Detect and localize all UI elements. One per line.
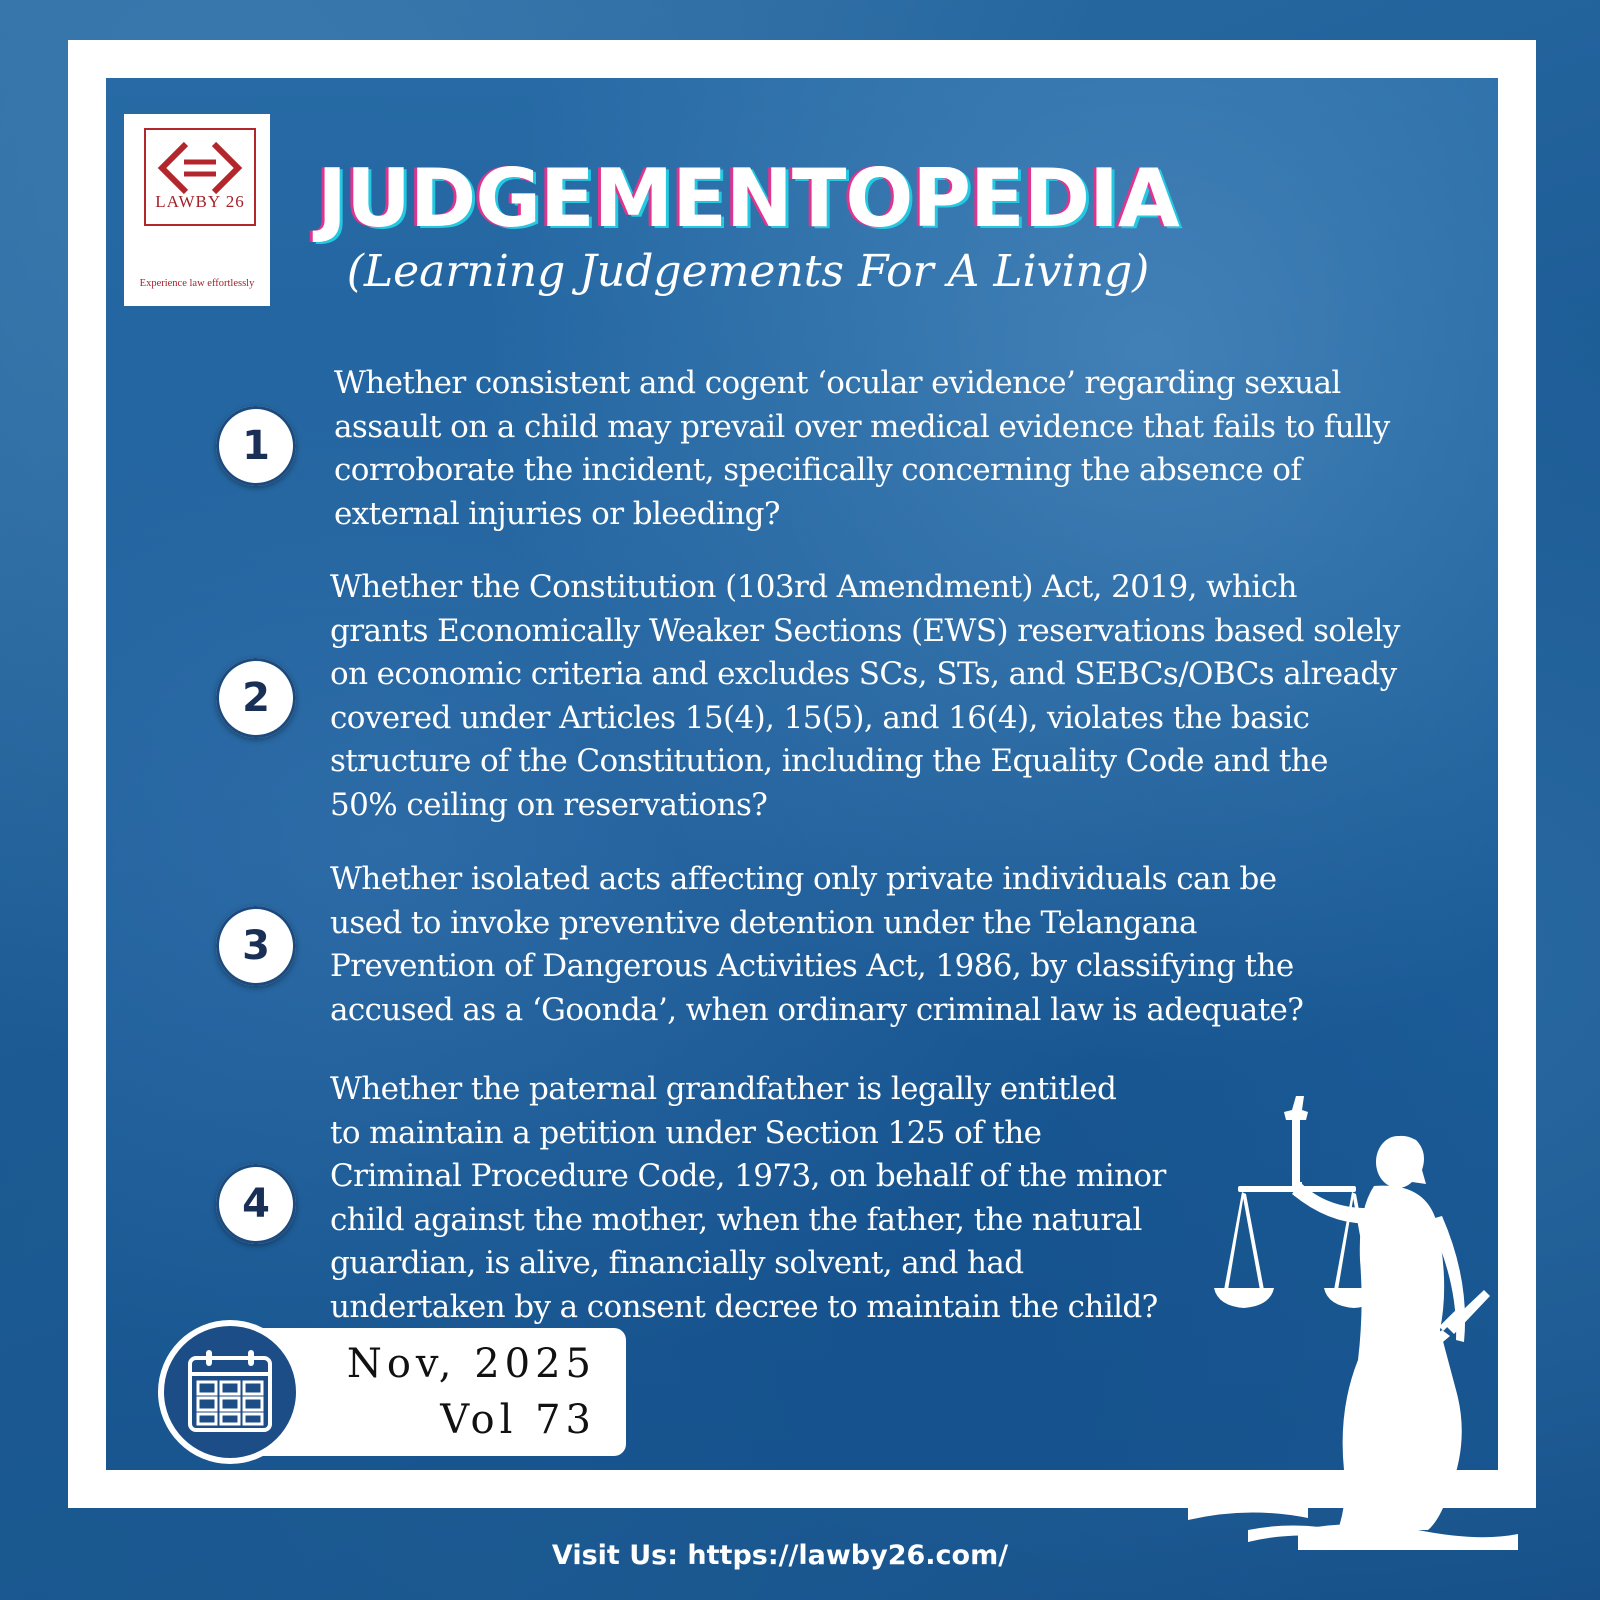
number-badge: 2	[216, 658, 296, 738]
question-text: Whether the Constitution (103rd Amendment) Act, 2019, which grants Economically Weaker Sections (EWS) reservations based solely on economic criteria and excludes SCs, STs, and SEBCs/OBCs already covered under Articles 15(4), 15(5), and 16(4), violates the basic structure of the Constitution, including the Equality Code and the 50% ceiling on reservations?	[330, 569, 1400, 823]
calendar-icon	[184, 1346, 276, 1438]
lawby-logo-icon	[144, 128, 256, 226]
number-badge: 4	[216, 1164, 296, 1244]
question-text: Whether the paternal grandfather is legally entitled to maintain a petition under Section 125 of the Criminal Procedure Code, 1973, on behalf of the minor child against the mother, when the father, the natural guardian, is alive, financially solvent, and had undertaken by a consent decree to maintain the child?	[330, 1071, 1166, 1325]
page-title: JUDGEMENTOPEDIA	[317, 152, 1179, 245]
question-text: Whether isolated acts affecting only private individuals can be used to invoke preventive detention under the Telangana Prevention of Dangerous Activities Act, 1986, by classifying the accused as a ‘Goonda’, when ordinary criminal law is adequate?	[330, 861, 1304, 1028]
number-badge: 1	[216, 406, 296, 486]
number-badge: 3	[216, 906, 296, 986]
website-link[interactable]: Visit Us: https://lawby26.com/	[551, 1540, 1009, 1571]
logo-name: LAWBY 26	[155, 192, 245, 211]
issue-volume: Vol 73	[440, 1397, 596, 1443]
issue-date: Nov, 2025	[346, 1341, 596, 1387]
lady-justice-icon	[1188, 1090, 1518, 1550]
brand-logo[interactable]	[124, 114, 270, 306]
issue-text	[347, 1336, 596, 1448]
issue-badge	[164, 1326, 628, 1458]
logo-tagline: Experience law effortlessly	[139, 278, 255, 289]
question-text: Whether consistent and cogent ‘ocular evidence’ regarding sexual assault on a child may prevail over medical evidence that fails to fully corroborate the incident, specifically concerning the absence of external injuries or bleeding?	[334, 365, 1390, 532]
calendar-badge	[164, 1326, 296, 1458]
page-subtitle: (Learning Judgements For A Living)	[346, 246, 1150, 297]
